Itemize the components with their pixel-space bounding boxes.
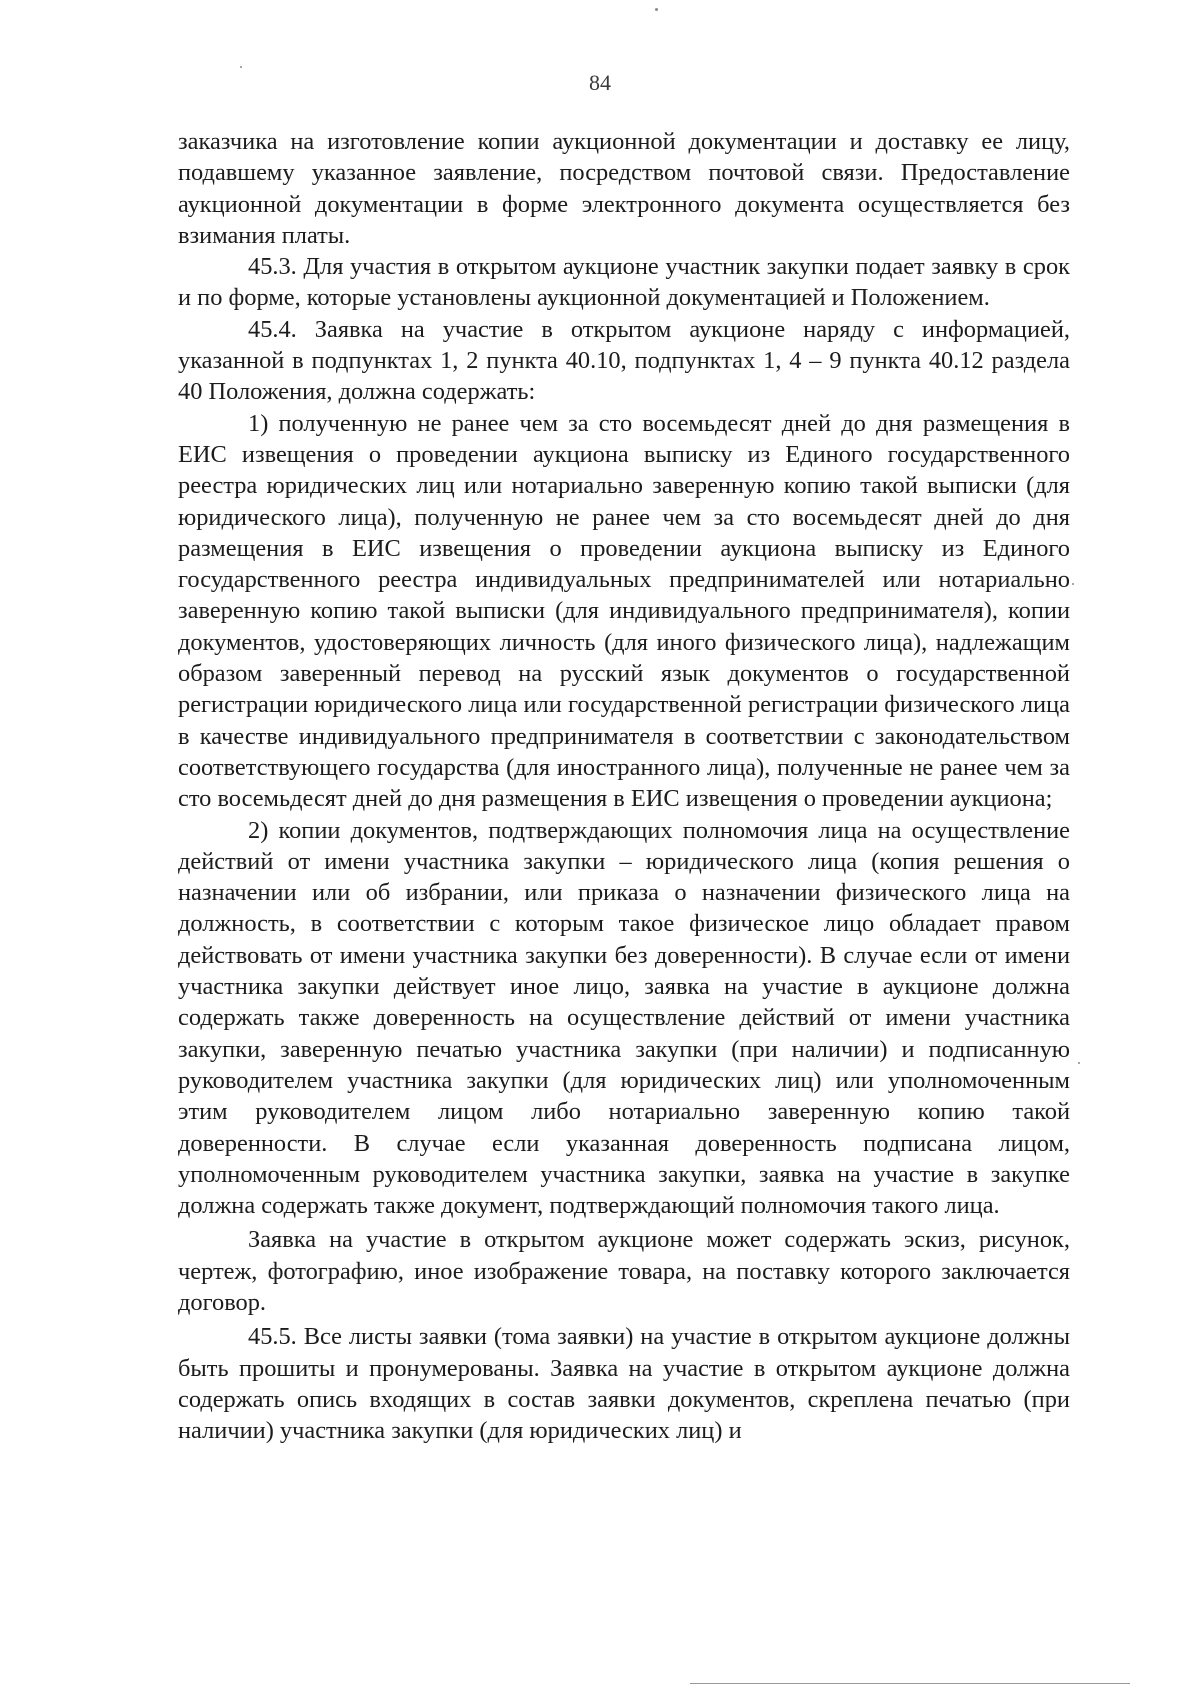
page-number: 84 bbox=[589, 70, 611, 95]
paragraph-continuation: заказчика на изготовление копии аукционной документации и доставку ее лицу, подавшему указанное заявление, посредством почтовой связи. Предоставление аукционной документации в форме электронного документа осуществляется без взимания платы. bbox=[178, 128, 1070, 249]
scan-speck bbox=[240, 66, 242, 68]
paragraph-45-4: 45.4. Заявка на участие в открытом аукционе наряду с информацией, указанной в подпунктах 1, 2 пункта 40.10, подпунктах 1, 4 – 9 пункта 40.12 раздела 40 Положения, должна содержать: bbox=[178, 315, 1070, 406]
scan-speck bbox=[655, 8, 658, 11]
scan-speck bbox=[1078, 1062, 1080, 1064]
list-item-2: 2) копии документов, подтверждающих полномочия лица на осуществление действий от имени участника закупки – юридического лица (копия решения о назначении или об избрании, или приказа о назначении физического лица на должность, в соответствии с которым такое физическое лицо обладает правом действовать от имени участника закупки без доверенности). В случае если от имени участника закупки действует иное лицо, заявка на участие в аукционе должна содержать также доверенность на осуществление действий от имени участника закупки, заверенную печатью участника закупки (при наличии) и подписанную руководителем участника закупки (для юридических лиц) или уполномоченным этим руководителем лицом либо нотариально заверенную копию такой доверенности. В случае если указанная доверенность подписана лицом, уполномоченным руководителем участника закупки, заявка на участие в закупке должна содержать также документ, подтверждающий полномочия такого лица. bbox=[178, 816, 1070, 1220]
scan-speck bbox=[1072, 583, 1074, 585]
paragraph-45-3: 45.3. Для участия в открытом аукционе участник закупки подает заявку в срок и по форме, которые установлены аукционной документацией и Положением. bbox=[178, 253, 1070, 312]
scan-edge-line bbox=[690, 1683, 1130, 1684]
list-item-1: 1) полученную не ранее чем за сто восемьдесят дней до дня размещения в ЕИС извещения о проведении аукциона выписку из Единого государственного реестра юридических лиц или нотариально заверенную копию такой выписки (для юридического лица), полученную не ранее чем за сто восемьдесят дней до дня размещения в ЕИС извещения о проведении аукциона выписку из Единого государственного реестра индивидуальных предпринимателей или нотариально заверенную копию такой выписки (для индивидуального предпринимателя), копии документов, удостоверяющих личность (для иного физического лица), надлежащим образом заверенный перевод на русский язык документов о государственной регистрации юридического лица или государственной регистрации физического лица в качестве индивидуального предпринимателя в соответствии с законодательством соответствующего государства (для иностранного лица), полученные не ранее чем за сто восемьдесят дней до дня размещения в ЕИС извещения о проведении аукциона; bbox=[178, 409, 1070, 813]
paragraph-sketch-note: Заявка на участие в открытом аукционе может содержать эскиз, рисунок, чертеж, фотографию, иное изображение товара, на поставку которого заключается договор. bbox=[178, 1226, 1070, 1316]
document-body bbox=[178, 126, 1070, 1446]
paragraph-45-5: 45.5. Все листы заявки (тома заявки) на участие в открытом аукционе должны быть прошиты и пронумерованы. Заявка на участие в открытом аукционе должна содержать опись входящих в состав заявки документов, скреплена печатью (при наличии) участника закупки (для юридических лиц) и bbox=[178, 1323, 1070, 1445]
